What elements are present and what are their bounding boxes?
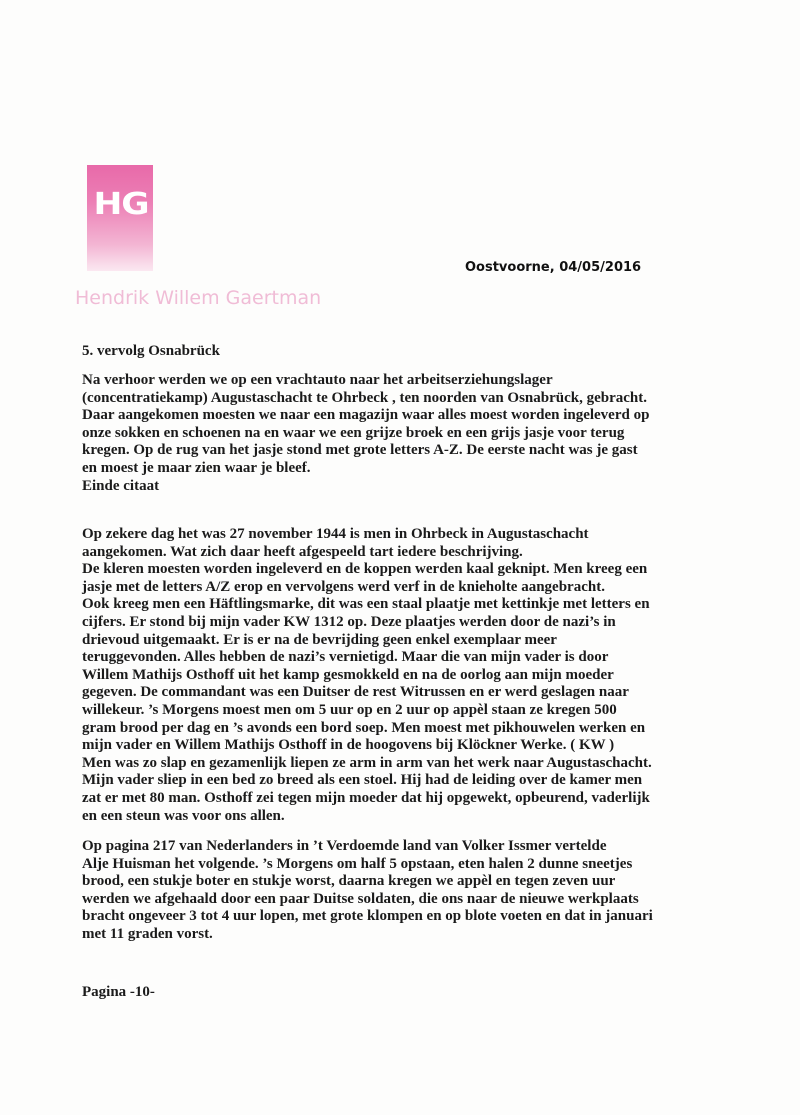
text-line: bracht ongeveer 3 tot 4 uur lopen, met grote klompen en op blote voeten en dat in januari	[82, 908, 653, 925]
text-line: (concentratiekamp) Augustaschacht te Ohrbeck , ten noorden van Osnabrück, gebracht.	[82, 389, 647, 406]
text-line: Alje Huisman het volgende. ’s Morgens om half 5 opstaan, eten halen 2 dunne sneetjes	[82, 855, 633, 872]
text-line: Einde citaat	[82, 477, 160, 494]
text-line: teruggevonden. Alles hebben de nazi’s vernietigd. Maar die van mijn vader is door	[82, 649, 609, 666]
text-line: en moest je maar zien waar je bleef.	[82, 459, 311, 476]
logo-letters: HG	[93, 187, 149, 222]
text-line: drievoud uitgemaakt. Er is er na de bevrijding geen enkel exemplaar meer	[82, 631, 557, 648]
paragraph-1	[82, 372, 649, 495]
paragraph-2	[82, 526, 652, 825]
text-line: Daar aangekomen moesten we naar een magazijn waar alles moest worden ingeleverd op	[82, 407, 650, 424]
text-line: Mijn vader sliep in een bed zo breed als een stoel. Hij had de leiding over de kamer men	[82, 772, 643, 789]
text-line: mijn vader en Willem Mathijs Osthoff in de hoogovens bij Klöckner Werke. ( KW )	[82, 737, 615, 754]
text-line: kregen. Op de rug van het jasje stond met grote letters A-Z. De eerste nacht was je gast	[82, 442, 638, 459]
section-heading: 5. vervolg Osnabrück	[82, 343, 220, 359]
place-date: Oostvoorne, 04/05/2016	[465, 260, 642, 275]
text-line: en een steun was voor ons allen.	[82, 807, 285, 824]
text-line: jasje met de letters A/Z erop en vervolgens werd verf in de knieholte aangebracht.	[82, 578, 605, 595]
text-line: Op pagina 217 van Nederlanders in ’t Verdoemde land van Volker Issmer vertelde	[82, 838, 607, 854]
text-line: aangekomen. Wat zich daar heeft afgespeeld tart iedere beschrijving.	[82, 543, 523, 560]
text-line: willekeur. ’s Morgens moest men om 5 uur op en 2 uur op appèl staan ze kregen 500	[82, 701, 617, 718]
text-line: gegeven. De commandant was een Duitser de rest Witrussen en er werd geslagen naar	[82, 684, 629, 701]
text-line: onze sokken en schoenen na en waar we een grijze broek en een grijs jasje voor terug	[82, 424, 625, 441]
text-line: De kleren moesten worden ingeleverd en de koppen werden kaal geknipt. Men kreeg een	[82, 561, 648, 578]
text-line: brood, een stukje boter en stukje worst, daarna kregen we appèl en tegen zeven uur	[82, 873, 616, 890]
paragraph-3	[82, 838, 653, 944]
text-line: Na verhoor werden we op een vrachtauto naar het arbeitserziehungslager	[82, 372, 553, 388]
text-line: Ook kreeg men een Häftlingsmarke, dit was een staal plaatje met kettinkje met letters en	[82, 596, 650, 613]
text-line: gram brood per dag en ’s avonds een bord soep. Men moest met pikhouwelen werken en	[82, 719, 646, 736]
page-number: Pagina -10-	[82, 984, 155, 1000]
text-line: met 11 graden vorst.	[82, 925, 213, 942]
text-line: Willem Mathijs Osthoff uit het kamp gesmokkeld en na de oorlog aan mijn moeder	[82, 666, 614, 683]
text-line: Op zekere dag het was 27 november 1944 is men in Ohrbeck in Augustaschacht	[82, 526, 589, 542]
text-line: Men was zo slap en gezamenlijk liepen ze arm in arm van het werk naar Augustaschacht.	[82, 754, 652, 771]
text-line: zat er met 80 man. Osthoff zei tegen mijn moeder dat hij opgewekt, opbeurend, vaderlijk	[82, 789, 650, 806]
text-line: cijfers. Er stond bij mijn vader KW 1312 op. Deze plaatjes werden door de nazi’s in	[82, 613, 616, 630]
hg-logo	[87, 165, 153, 271]
letterhead-name: Hendrik Willem Gaertman	[75, 287, 322, 309]
text-line: werden we afgehaald door een paar Duitse soldaten, die ons naar de nieuwe werkplaats	[82, 890, 639, 907]
